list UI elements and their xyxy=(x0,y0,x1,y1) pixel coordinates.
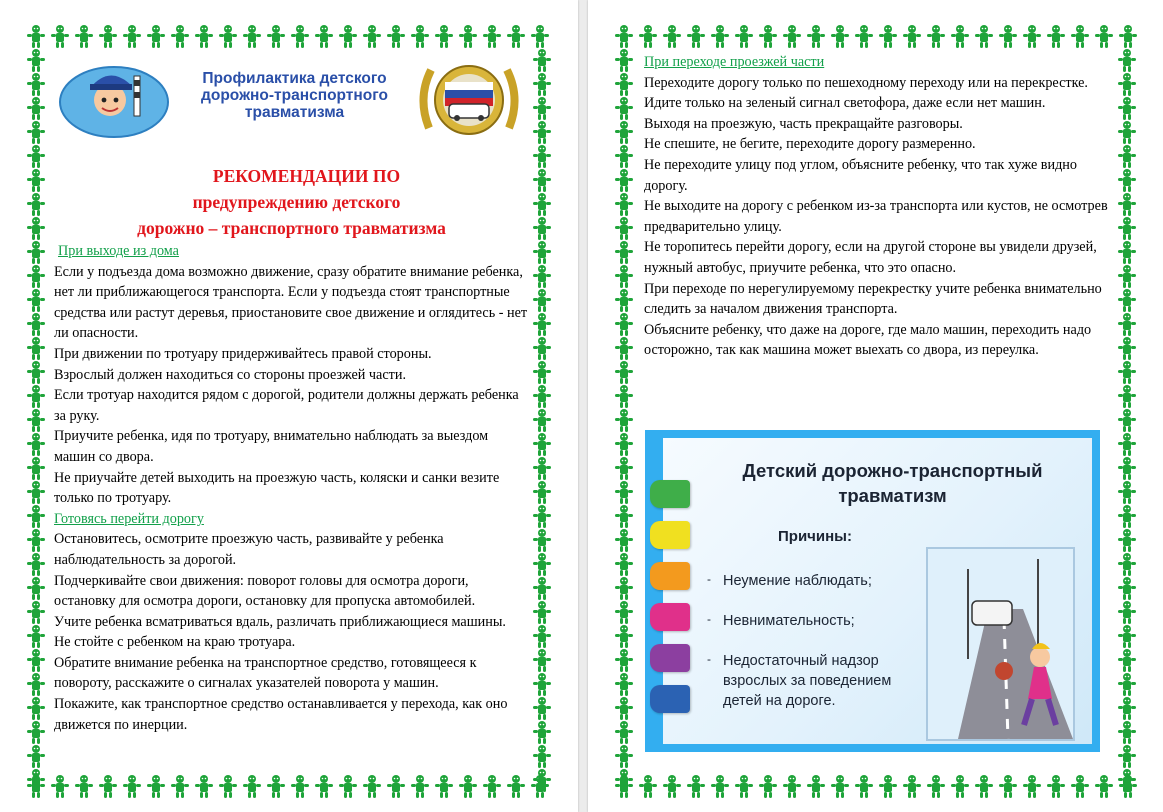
border-figure xyxy=(533,745,551,768)
border-figure xyxy=(1118,649,1136,672)
border-figure xyxy=(1119,25,1137,48)
border-figure xyxy=(975,775,993,798)
border-figure xyxy=(831,775,849,798)
logo-title: Профилактика детского дорожно-транспортного травматизма xyxy=(201,70,388,121)
border-figure xyxy=(533,313,551,336)
slide-tab xyxy=(650,603,690,631)
border-figure xyxy=(735,25,753,48)
paragraph: Не спешите, не бегите, переходите дорогу размеренно. xyxy=(644,136,976,153)
left-text xyxy=(54,163,529,735)
paragraph: Идите только на зеленый сигнал светофора, даже если нет машин. xyxy=(644,95,1046,112)
border-figure xyxy=(1118,481,1136,504)
border-figure xyxy=(27,697,45,720)
border-figure xyxy=(75,25,93,48)
border-figure xyxy=(27,673,45,696)
border-figure xyxy=(831,25,849,48)
slide-item: - Невнимательность; xyxy=(707,612,855,629)
paragraph: Переходите дорогу только по пешеходному переходу или на перекрестке. xyxy=(644,74,1088,91)
left-page xyxy=(0,0,578,812)
border-figure xyxy=(1071,775,1089,798)
slide-title: Детский дорожно-транспортный травматизм xyxy=(742,460,1043,506)
border-figure xyxy=(51,25,69,48)
border-figure xyxy=(1023,25,1041,48)
border-figure xyxy=(533,73,551,96)
paragraph: Не приучайте детей выходить на проезжую часть, коляски и санки везите только по тротуару. xyxy=(54,469,500,507)
border-figure xyxy=(927,25,945,48)
paragraph: Не переходите улицу под углом, объясните ребенку, что так хуже видно дорогу. xyxy=(644,156,1077,194)
border-figure xyxy=(533,241,551,264)
border-figure xyxy=(533,721,551,744)
border-figure xyxy=(533,169,551,192)
border-figure xyxy=(363,25,381,48)
paragraph: При переходе по нерегулируемому перекрестку учите ребенка внимательно следить за началом движения транспорта. xyxy=(644,280,1102,318)
border-figure xyxy=(1118,361,1136,384)
slide-tab xyxy=(650,685,690,713)
border-figure xyxy=(267,775,285,798)
border-figure xyxy=(639,775,657,798)
border-figure xyxy=(27,337,45,360)
border-figure xyxy=(171,775,189,798)
border-figure xyxy=(533,697,551,720)
border-figure xyxy=(783,25,801,48)
border-figure xyxy=(459,775,477,798)
border-figure xyxy=(315,775,333,798)
border-figure xyxy=(615,241,633,264)
border-figure xyxy=(615,721,633,744)
border-figure xyxy=(99,775,117,798)
border-figure xyxy=(411,25,429,48)
border-figure xyxy=(533,145,551,168)
paragraph: Выходя на проезжую, часть прекращайте разговоры. xyxy=(644,115,963,132)
border-figure xyxy=(615,505,633,528)
section-title-preparing-to-cross: Готовясь перейти дорогу xyxy=(54,510,204,527)
border-figure xyxy=(615,313,633,336)
paragraph: Если у подъезда дома возможно движение, сразу обратите внимание ребенка, нет ли приближающегося транспорта. Если у подъезда стоят транспортные средства или растут деревья, приостановите свое движение и оглядитесь - нет ли опасности. xyxy=(54,263,528,342)
border-figure xyxy=(615,97,633,120)
border-figure xyxy=(533,217,551,240)
border-figure xyxy=(1118,457,1136,480)
border-figure xyxy=(27,553,45,576)
border-figure xyxy=(27,601,45,624)
border-figure xyxy=(615,49,633,72)
border-figure xyxy=(291,775,309,798)
paragraph: Не торопитесь перейти дорогу, если на другой стороне вы увидели друзей, нужный автобус, приучите ребенка, что это опасно. xyxy=(644,239,1097,276)
border-figure xyxy=(27,145,45,168)
border-figure xyxy=(27,193,45,216)
border-figure xyxy=(615,697,633,720)
border-figure xyxy=(711,25,729,48)
border-figure xyxy=(615,457,633,480)
border-figure xyxy=(1118,529,1136,552)
border-figure xyxy=(27,361,45,384)
border-figure xyxy=(27,481,45,504)
paragraph: Приучите ребенка, идя по тротуару, внимательно наблюдать за выездом машин со двора. xyxy=(54,428,489,465)
border-figure xyxy=(1118,433,1136,456)
border-figure xyxy=(27,217,45,240)
border-figure xyxy=(219,25,237,48)
border-figure xyxy=(533,673,551,696)
border-figure xyxy=(687,775,705,798)
border-figure xyxy=(533,265,551,288)
border-figure xyxy=(615,337,633,360)
border-figure xyxy=(435,775,453,798)
border-figure xyxy=(99,25,117,48)
border-figure xyxy=(27,289,45,312)
paragraph: Подчеркивайте свои движения: поворот головы для осмотра дороги, остановку для осмотра дороги, остановку для пропуска автомобилей. xyxy=(54,572,476,610)
border-figure xyxy=(615,145,633,168)
border-figure xyxy=(291,25,309,48)
border-figure xyxy=(615,529,633,552)
border-figure xyxy=(243,25,261,48)
border-figure xyxy=(531,25,549,48)
border-figure xyxy=(759,775,777,798)
border-figure xyxy=(147,25,165,48)
border-figure xyxy=(807,775,825,798)
border-figure xyxy=(615,385,633,408)
border-figure xyxy=(615,745,633,768)
border-figure xyxy=(1118,721,1136,744)
border-figure xyxy=(533,97,551,120)
border-figure xyxy=(123,775,141,798)
border-figure xyxy=(27,73,45,96)
border-figure xyxy=(533,385,551,408)
paragraph: Если тротуар находится рядом с дорогой, родители должны держать ребенка за руку. xyxy=(54,387,519,424)
section-title-leaving-home: При выходе из дома xyxy=(58,243,179,259)
slide-subtitle: Причины: xyxy=(778,528,852,545)
border-figure xyxy=(903,25,921,48)
border-figure xyxy=(27,505,45,528)
border-figure xyxy=(639,25,657,48)
border-figure xyxy=(1118,577,1136,600)
border-figure xyxy=(27,121,45,144)
border-figure xyxy=(615,25,633,48)
border-figure xyxy=(533,529,551,552)
heading-line-2: предупреждению детского xyxy=(192,192,401,212)
border-figure xyxy=(27,649,45,672)
border-figure xyxy=(1118,553,1136,576)
right-text xyxy=(644,52,1122,361)
border-figure xyxy=(27,529,45,552)
border-figure xyxy=(783,775,801,798)
paragraph: Остановитесь, осмотрите проезжую часть, развивайте у ребенка наблюдательность за дорогой. xyxy=(54,531,444,568)
border-figure xyxy=(903,775,921,798)
border-figure xyxy=(171,25,189,48)
border-figure xyxy=(27,457,45,480)
border-figure xyxy=(1071,25,1089,48)
border-figure xyxy=(855,25,873,48)
border-figure xyxy=(387,25,405,48)
border-figure xyxy=(615,433,633,456)
border-figure xyxy=(1047,25,1065,48)
border-figure xyxy=(879,25,897,48)
paragraph: Взрослый должен находиться со стороны проезжей части. xyxy=(54,366,406,383)
paragraph: Объясните ребенку, что даже на дороге, где мало машин, переходить надо осторожно, так как машина может выехать со двора, из переулка. xyxy=(644,321,1092,359)
border-figure xyxy=(339,25,357,48)
border-figure xyxy=(75,775,93,798)
border-figure xyxy=(363,775,381,798)
heading-line-1: РЕКОМЕНДАЦИИ ПО xyxy=(212,166,401,186)
border-figure xyxy=(219,775,237,798)
slide-item: - Недостаточный надзор взрослых за поведением детей на дороге. xyxy=(707,652,892,709)
border-figure xyxy=(27,745,45,768)
border-figure xyxy=(533,625,551,648)
slide-tab xyxy=(650,521,690,549)
border-figure xyxy=(663,25,681,48)
border-figure xyxy=(533,433,551,456)
border-figure xyxy=(1118,601,1136,624)
border-figure xyxy=(27,169,45,192)
paragraph: Учите ребенка всматриваться вдаль, различать приближающиеся машины. xyxy=(54,613,506,630)
border-figure xyxy=(195,775,213,798)
border-figure xyxy=(927,775,945,798)
border-figure xyxy=(615,553,633,576)
paragraph: Не стойте с ребенком на краю тротуара. xyxy=(54,634,296,651)
border-figure xyxy=(533,481,551,504)
border-figure xyxy=(533,649,551,672)
causes-slide xyxy=(645,430,1100,752)
border-figure xyxy=(615,409,633,432)
border-figure xyxy=(123,25,141,48)
border-figure xyxy=(195,25,213,48)
border-figure xyxy=(533,49,551,72)
border-figure xyxy=(27,385,45,408)
traffic-police-emblem xyxy=(415,58,523,144)
border-figure xyxy=(711,775,729,798)
border-figure xyxy=(1118,625,1136,648)
border-figure xyxy=(615,673,633,696)
border-figure xyxy=(615,193,633,216)
border-figure xyxy=(1118,385,1136,408)
border-figure xyxy=(999,775,1017,798)
border-figure xyxy=(435,25,453,48)
border-figure xyxy=(27,25,45,48)
border-figure xyxy=(533,361,551,384)
border-figure xyxy=(147,775,165,798)
border-figure xyxy=(615,217,633,240)
border-figure xyxy=(687,25,705,48)
border-figure xyxy=(459,25,477,48)
border-figure xyxy=(411,775,429,798)
border-figure xyxy=(483,25,501,48)
border-figure xyxy=(1047,775,1065,798)
border-figure xyxy=(615,121,633,144)
slide-tab xyxy=(650,644,690,672)
border-figure xyxy=(807,25,825,48)
section-title-crossing-road: При переходе проезжей части xyxy=(644,54,825,70)
border-figure xyxy=(27,49,45,72)
border-figure xyxy=(51,775,69,798)
border-figure xyxy=(615,481,633,504)
border-figure xyxy=(243,775,261,798)
paragraph: При движении по тротуару придерживайтесь правой стороны. xyxy=(54,345,432,362)
border-figure xyxy=(615,625,633,648)
slide-panel xyxy=(663,438,1092,744)
border-figure xyxy=(975,25,993,48)
border-figure xyxy=(27,97,45,120)
border-figure xyxy=(507,25,525,48)
child-on-road-illustration xyxy=(926,547,1075,741)
border-figure xyxy=(533,193,551,216)
slide-item: - Неумение наблюдать; xyxy=(707,572,872,589)
border-figure xyxy=(879,775,897,798)
border-figure xyxy=(533,601,551,624)
border-figure xyxy=(27,625,45,648)
border-figure xyxy=(1118,673,1136,696)
border-figure xyxy=(1023,775,1041,798)
border-figure xyxy=(27,721,45,744)
border-figure xyxy=(507,775,525,798)
border-figure xyxy=(315,25,333,48)
border-figure xyxy=(533,409,551,432)
border-figure xyxy=(1095,775,1113,798)
border-figure xyxy=(27,241,45,264)
border-figure xyxy=(759,25,777,48)
border-figure xyxy=(1118,409,1136,432)
border-figure xyxy=(615,169,633,192)
paragraph: Покажите, как транспортное средство останавливается у перехода, как оно движется по инерции. xyxy=(54,696,508,733)
border-figure xyxy=(855,775,873,798)
border-figure xyxy=(615,601,633,624)
border-figure xyxy=(615,289,633,312)
border-figure xyxy=(533,505,551,528)
border-figure xyxy=(999,25,1017,48)
border-figure xyxy=(533,337,551,360)
border-figure xyxy=(533,577,551,600)
heading-line-3: дорожно – транспортного травматизма xyxy=(137,218,446,238)
border-figure xyxy=(1118,505,1136,528)
border-figure xyxy=(1118,745,1136,768)
border-figure xyxy=(615,361,633,384)
border-figure xyxy=(533,457,551,480)
border-figure xyxy=(615,577,633,600)
border-figure xyxy=(533,121,551,144)
border-figure xyxy=(1118,697,1136,720)
border-figure xyxy=(615,649,633,672)
border-figure xyxy=(27,265,45,288)
border-figure xyxy=(663,775,681,798)
border-figure xyxy=(533,289,551,312)
border-figure xyxy=(735,775,753,798)
border-figure xyxy=(339,775,357,798)
paragraph: Не выходите на дорогу с ребенком из-за транспорта или кустов, не осмотрев предварительно улицу. xyxy=(644,198,1108,235)
border-figure xyxy=(951,775,969,798)
border-figure xyxy=(483,775,501,798)
slide-tab xyxy=(650,480,690,508)
police-mascot-logo xyxy=(58,58,170,138)
border-figure xyxy=(267,25,285,48)
border-figure xyxy=(1095,25,1113,48)
slide-tab xyxy=(650,562,690,590)
border-figure xyxy=(615,265,633,288)
border-figure xyxy=(27,409,45,432)
border-figure xyxy=(951,25,969,48)
border-figure xyxy=(27,577,45,600)
border-figure xyxy=(533,553,551,576)
border-figure xyxy=(387,775,405,798)
paragraph: Обратите внимание ребенка на транспортное средство, готовящееся к повороту, расскажите о сигналах указателей поворота у машин. xyxy=(54,654,477,692)
border-figure xyxy=(27,313,45,336)
border-figure xyxy=(615,73,633,96)
border-figure xyxy=(27,433,45,456)
